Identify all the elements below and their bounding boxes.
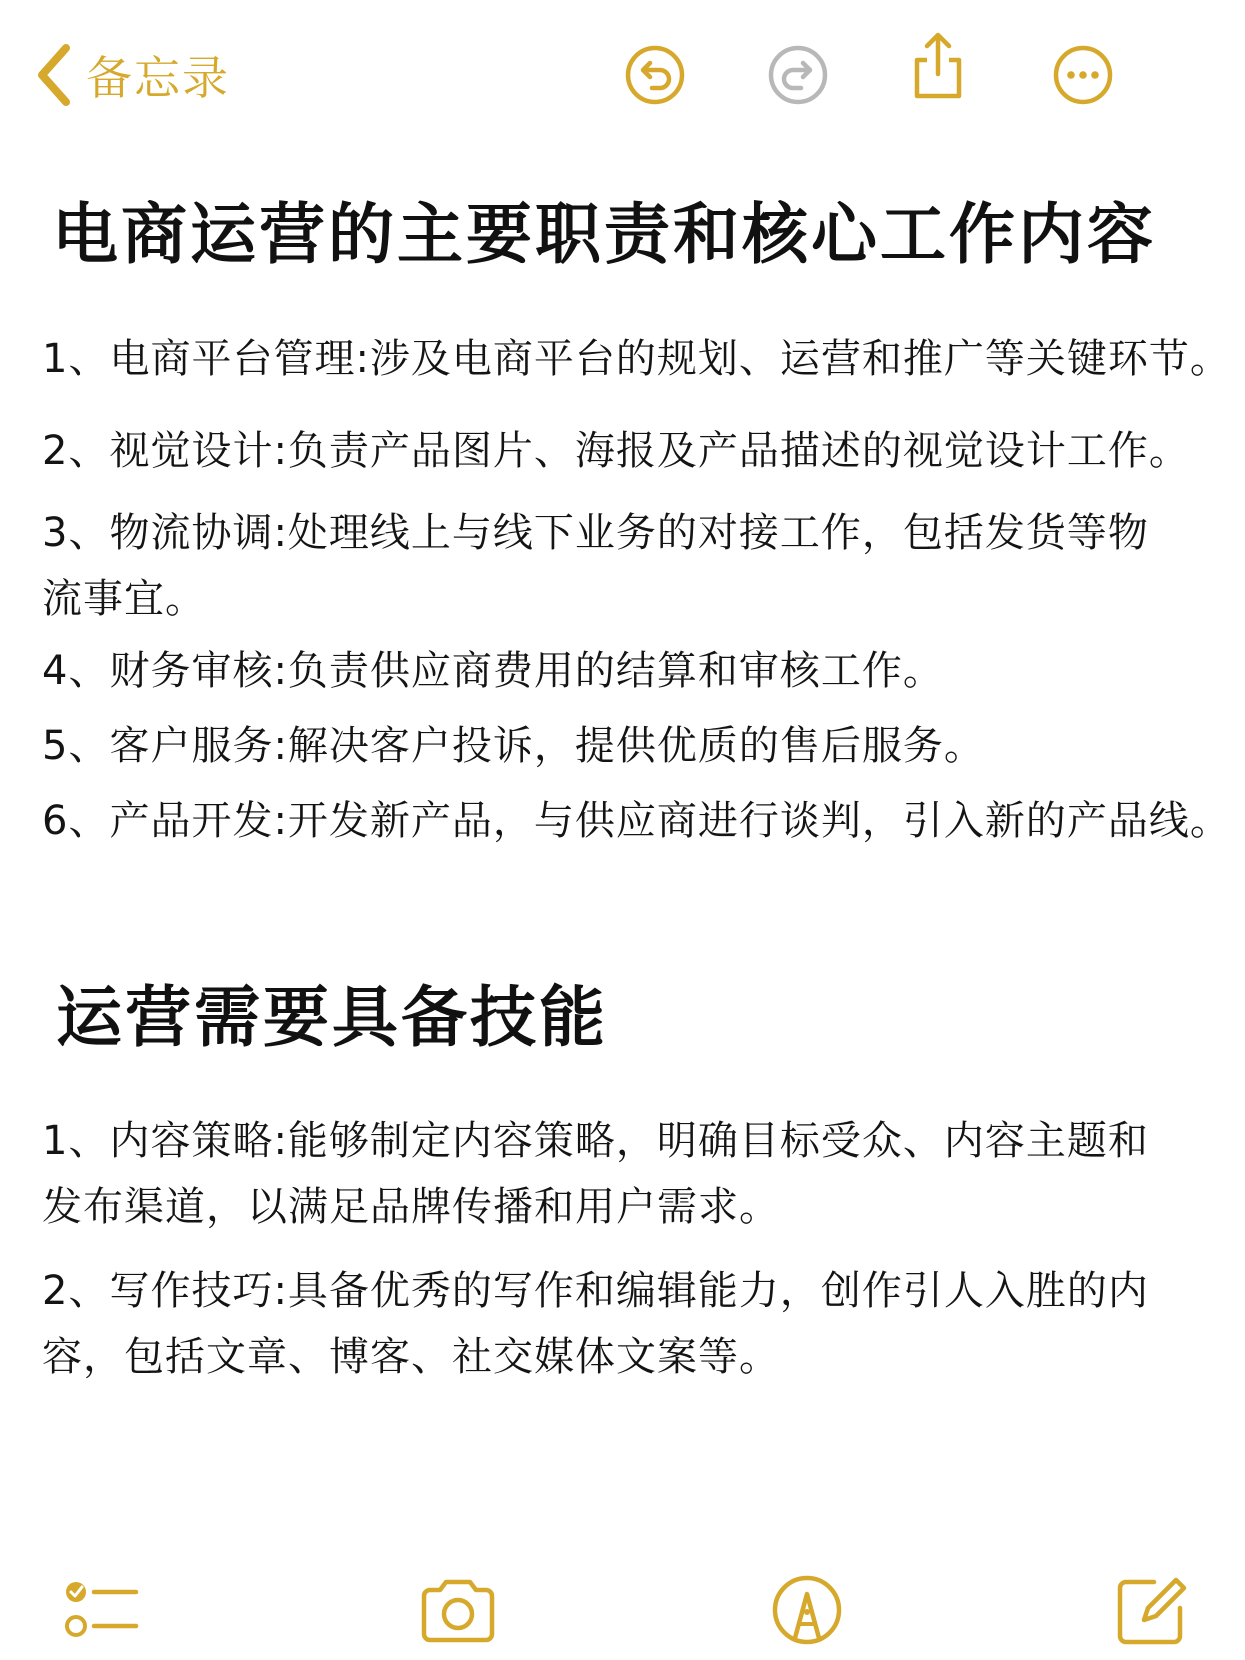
- camera-button[interactable]: [416, 1568, 500, 1652]
- list-item: 1、内容策略:能够制定内容策略，明确目标受众、内容主题和发布渠道，以满足品牌传播和用户需求。: [42, 1118, 1149, 1230]
- undo-button[interactable]: [620, 40, 690, 110]
- more-icon: [1048, 40, 1118, 110]
- share-button[interactable]: [903, 30, 973, 100]
- list-item: 1、电商平台管理:涉及电商平台的规划、运营和推广等关键环节。: [42, 336, 1231, 382]
- list-item: 5、客户服务:解决客户投诉，提供优质的售后服务。: [42, 723, 985, 769]
- compose-button[interactable]: [1110, 1568, 1194, 1652]
- chevron-left-icon: [36, 44, 72, 106]
- list-item: 3、物流协调:处理线上与线下业务的对接工作，包括发货等物流事宜。: [42, 510, 1149, 622]
- section-heading: 运营需要具备技能: [56, 979, 608, 1056]
- back-label: 备忘录: [86, 51, 230, 105]
- note-title: 电商运营的主要职责和核心工作内容: [52, 196, 1156, 273]
- back-button[interactable]: [36, 40, 230, 110]
- navigation-bar: [0, 0, 1245, 150]
- share-icon: [903, 30, 973, 100]
- more-button[interactable]: [1048, 40, 1118, 110]
- redo-button[interactable]: [763, 40, 833, 110]
- compose-icon: [1110, 1568, 1194, 1652]
- markup-button[interactable]: [765, 1568, 849, 1652]
- list-item: 2、写作技巧:具备优秀的写作和编辑能力，创作引人入胜的内容，包括文章、博客、社交媒体文案等。: [42, 1268, 1149, 1380]
- markup-pen-icon: [765, 1568, 849, 1652]
- checklist-icon: [58, 1568, 142, 1652]
- undo-icon: [620, 40, 690, 110]
- checklist-button[interactable]: [58, 1568, 142, 1652]
- list-item: 4、财务审核:负责供应商费用的结算和审核工作。: [42, 648, 944, 694]
- list-item: 2、视觉设计:负责产品图片、海报及产品描述的视觉设计工作。: [42, 428, 1190, 474]
- list-item: 6、产品开发:开发新产品，与供应商进行谈判，引入新的产品线。: [42, 798, 1231, 844]
- redo-icon: [763, 40, 833, 110]
- camera-icon: [416, 1568, 500, 1652]
